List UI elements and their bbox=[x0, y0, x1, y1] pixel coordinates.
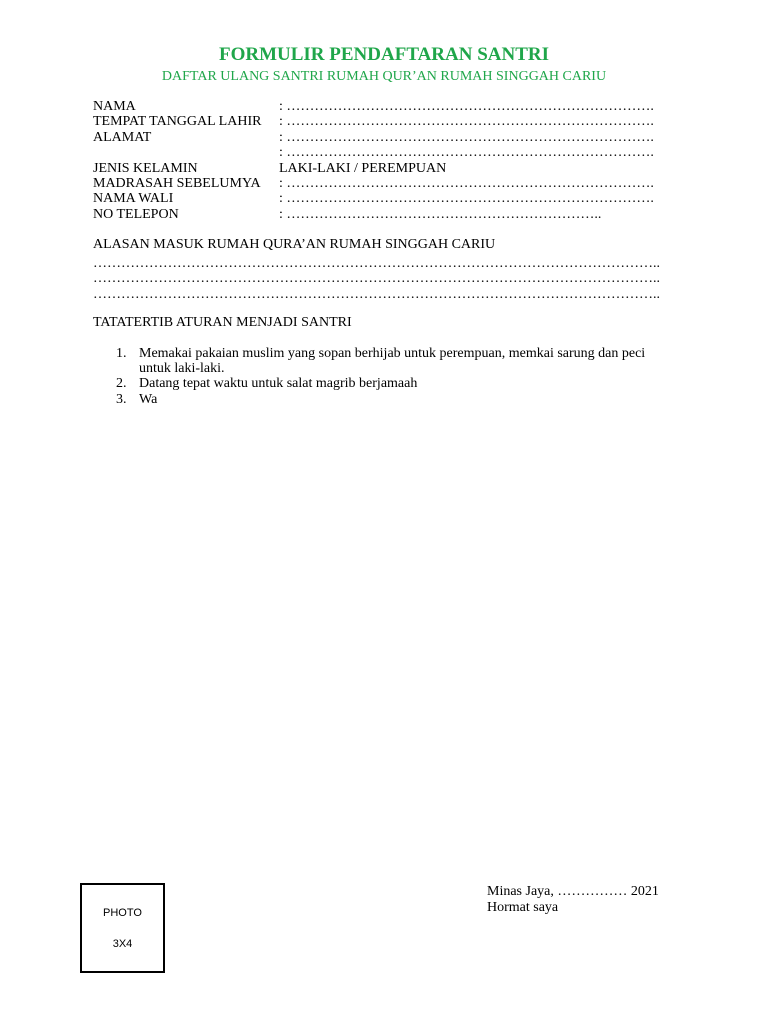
place-date: Minas Jaya, …………… 2021 bbox=[487, 884, 659, 899]
photo-placeholder-box bbox=[80, 883, 165, 973]
reason-lines bbox=[93, 256, 673, 302]
reason-line: ………………………………………………………………………………………………………….. bbox=[93, 286, 660, 302]
photo-size-label: 3X4 bbox=[112, 938, 133, 950]
field-label: ALAMAT bbox=[93, 129, 152, 145]
signature-block bbox=[487, 884, 659, 916]
field-value: LAKI-LAKI / PEREMPUAN bbox=[279, 160, 447, 176]
field-label: JENIS KELAMIN bbox=[93, 160, 198, 176]
reason-line: ………………………………………………………………………………………………………….. bbox=[93, 271, 660, 287]
field-blank: : ……………………………………………………………………. bbox=[279, 99, 654, 114]
photo-label: PHOTO bbox=[103, 907, 142, 919]
rule-text: Memakai pakaian muslim yang sopan berhijab untuk perempuan, memkai sarung dan peci untuk laki-laki. bbox=[139, 346, 646, 377]
field-row-tempat-tanggal-lahir bbox=[93, 114, 673, 129]
field-label: TEMPAT TANGGAL LAHIR bbox=[93, 114, 262, 130]
rule-text: Wa bbox=[139, 391, 158, 407]
rules-list bbox=[110, 346, 670, 407]
field-label: NAMA bbox=[93, 99, 136, 114]
field-row-nama bbox=[93, 99, 673, 114]
reason-line: ………………………………………………………………………………………………………….. bbox=[93, 256, 660, 271]
field-blank: : ……………………………………………………………………. bbox=[279, 145, 654, 161]
field-row-alamat-continued bbox=[93, 145, 673, 160]
rule-item bbox=[110, 392, 670, 407]
field-blank: : ……………………………………………………………………. bbox=[279, 191, 654, 207]
field-row-no-telepon bbox=[93, 207, 673, 222]
rule-number: 3. bbox=[116, 391, 127, 407]
field-blank: : ………………………………………………………….. bbox=[279, 206, 602, 222]
field-blank: : ……………………………………………………………………. bbox=[279, 176, 654, 192]
rule-item bbox=[110, 376, 670, 391]
field-label: MADRASAH SEBELUMYA bbox=[93, 176, 261, 192]
field-label: NAMA WALI bbox=[93, 191, 174, 207]
reason-heading: ALASAN MASUK RUMAH QURA’AN RUMAH SINGGAH CARIU bbox=[93, 237, 496, 252]
rule-item bbox=[110, 346, 670, 376]
field-blank: : ……………………………………………………………………. bbox=[279, 114, 654, 130]
registration-fields bbox=[93, 99, 673, 222]
field-row-nama-wali bbox=[93, 191, 673, 206]
rule-number: 1. bbox=[116, 346, 127, 361]
field-label bbox=[93, 145, 279, 160]
rule-number: 2. bbox=[116, 376, 127, 392]
field-label: NO TELEPON bbox=[93, 206, 179, 222]
closing-text: Hormat saya bbox=[487, 900, 559, 915]
field-row-madrasah-sebelumnya bbox=[93, 176, 673, 191]
form-subtitle: DAFTAR ULANG SANTRI RUMAH QUR’AN RUMAH SINGGAH CARIU bbox=[161, 69, 607, 84]
field-row-alamat bbox=[93, 130, 673, 145]
form-title: FORMULIR PENDAFTARAN SANTRI bbox=[218, 44, 550, 65]
rules-heading: TATATERTIB ATURAN MENJADI SANTRI bbox=[93, 315, 352, 330]
field-row-jenis-kelamin bbox=[93, 161, 673, 176]
field-blank: : ……………………………………………………………………. bbox=[279, 129, 654, 145]
rule-text: Datang tepat waktu untuk salat magrib berjamaah bbox=[139, 376, 418, 392]
